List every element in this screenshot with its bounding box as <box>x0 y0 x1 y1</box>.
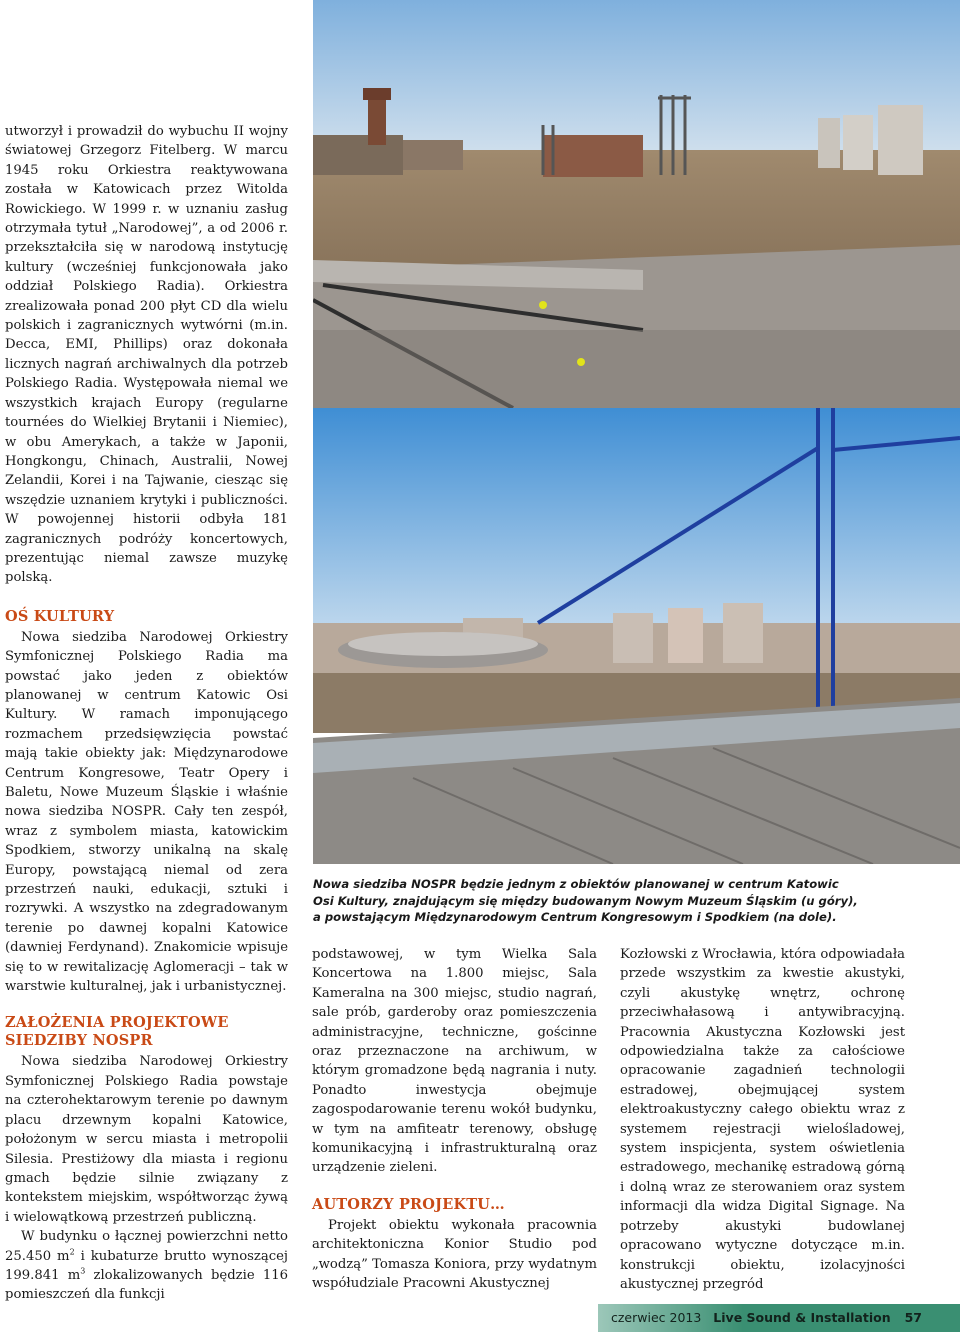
photo-construction-site-top <box>313 0 960 408</box>
heading-os-kultury: OŚ KULTURY <box>5 607 115 625</box>
caption-line: Osi Kultury, znajdującym się między budowanym Nowym Muzeum Śląskim (u góry), <box>313 893 858 908</box>
photo-caption <box>313 876 913 926</box>
intro-paragraph: utworzył i prowadził do wybuchu II wojny światowej Grzegorz Fitelberg. W marcu 1945 roku Orkiestra reaktywowana została w Katowicach przez Witolda Rowickiego. W 1999 r. w uznaniu zasług otrzymała tytuł „Narodowej”, a od 2006 r. przekształciła się w narodową instytucję kultury (wcześniej funkcjonowała jako oddział Polskiego Radia). Orkiestra zrealizowała ponad 200 płyt CD dla wielu polskich i zagranicznych wytwórni (m.in. Decca, EMI, Phillips) oraz dokonała licznych nagrań archiwalnych dla potrzeb Polskiego Radia. Występowała niemal we wszystkich krajach Europy (regularne tournées do Wielkiej Brytanii i Niemiec), w obu Amerykach, a także w Japonii, Hongkongu, Chinach, Australii, Nowej Zelandii, Korei i na Tajwanie, ciesząc się wszędzie uznaniem krytyki i publiczności. W powojennej historii odbyła 181 zagranicznych podróży koncertowych, prezentując niemal zawsze muzykę polską. <box>5 124 288 586</box>
caption-line: a powstającym Międzynarodowym Centrum Kongresowym i Spodkiem (na dole). <box>313 910 837 924</box>
column-middle <box>312 945 597 1294</box>
photo-crane-spodek-bottom <box>313 408 960 864</box>
superscript-3: 3 <box>80 1266 86 1276</box>
footer-magazine-title: Live Sound & Installation <box>713 1310 891 1325</box>
column-left <box>5 122 288 1305</box>
heading-autorzy-projektu: AUTORZY PROJEKTU… <box>312 1195 505 1213</box>
heading-zalozenia-projektowe: ZAŁOŻENIA PROJEKTOWE SIEDZIBY NOSPR <box>5 1014 229 1050</box>
footer <box>611 1308 922 1328</box>
os-kultury-paragraph: Nowa siedziba Narodowej Orkiestry Symfonicznej Polskiego Radia ma powstać jako jeden z obiektów planowanej w centrum Katowic Osi Kultury. W ramach imponującego rozmachem przedsięwzięcia powstać mają takie obiekty jak: Międzynarodowe Centrum Kongresowe, Teatr Opery i Baletu, Nowe Muzeum Śląskie i właśnie nowa siedziba NOSPR. Cały ten zespół, wraz z symbolem miasta, katowickim Spodkiem, stworzy unikalną na skalę Europy, powstającą niemal od zera przestrzeń nauki, edukacji, sztuki i rozrywki. A wszystko na zdegradowanym terenie po dawnej kopalni Katowice (dawniej Ferdynand). Znakomicie wpisuje się to w rewitalizację Aglomeracji – tak w warstwie kulturalnej, jak i urbanistycznej. <box>5 629 288 995</box>
footer-date: czerwiec 2013 <box>611 1310 702 1325</box>
caption-line: Nowa siedziba NOSPR będzie jednym z obiektów planowanej w centrum Katowic <box>313 877 839 891</box>
right-paragraph: Kozłowski z Wrocławia, która odpowiadała przede wszystkim za kwestie akustyki, czyli akustykę wnętrz, ochronę przeciwhałasową i antywibracyjną. Pracownia Akustyczna Kozłowski jest odpowiedzialna także za całościowe opracowanie zagadnień technologii estradowej, obejmującej system elektroakustyczny całego obiektu wraz z systemem rejestracji wielośladowej, system inspicjenta, system oświetlenia estradowego, mechanikę estradową górną i dolną wraz ze sterowaniem oraz system informacji dla widza Digital Signage. Na potrzeby akustyki budowlanej opracowano wytyczne dotyczące m.in. konstrukcji obiektu, izolacyjności akustycznej przegród <box>620 947 905 1292</box>
zalozenia-paragraph-b: W budynku o łącznej powierzchni netto 25.450 $m^2$ i kubaturze brutto wynoszącej 199.841 $m^3$ zlokalizowanych będzie 116 pomieszczeń dla funkcji <box>5 1229 289 1303</box>
column-right <box>620 945 905 1294</box>
page-number: 57 <box>904 1310 923 1325</box>
autorzy-paragraph: Projekt obiektu wykonała pracownia architektoniczna Konior Studio pod „wodzą” Tomasza Koniora, przy wydatnym współudziale Pracowni Akustycznej <box>312 1217 597 1292</box>
superscript-2: 2 <box>69 1247 75 1257</box>
zalozenia-paragraph: Nowa siedziba Narodowej Orkiestry Symfonicznej Polskiego Radia powstaje na czterohektarowym terenie po dawnym placu drzewnym kopalni Katowice, położonym w sercu miasta i metropolii Silesia. Prestiżowy dla miasta i regionu gmach będzie silnie związany z kontekstem miejskim, współtworząc żywą i wielowątkową przestrzeń publiczną. <box>5 1054 288 1225</box>
middle-paragraph: podstawowej, w tym Wielka Sala Koncertowa na 1.800 miejsc, Sala Kameralna na 300 miejsc, studio nagrań, sale prób, garderoby oraz pomieszczenia administracyjne, techniczne, gościnne oraz przeznaczone na archiwum, w którym gromadzone będą nagrania i nuty. Ponadto inwestycja obejmuje zagospodarowanie terenu wokół budynku, w tym na amfiteatr terenowy, obsługę komunikacyjną i infrastrukturalną oraz urządzenie zieleni. <box>312 947 597 1176</box>
